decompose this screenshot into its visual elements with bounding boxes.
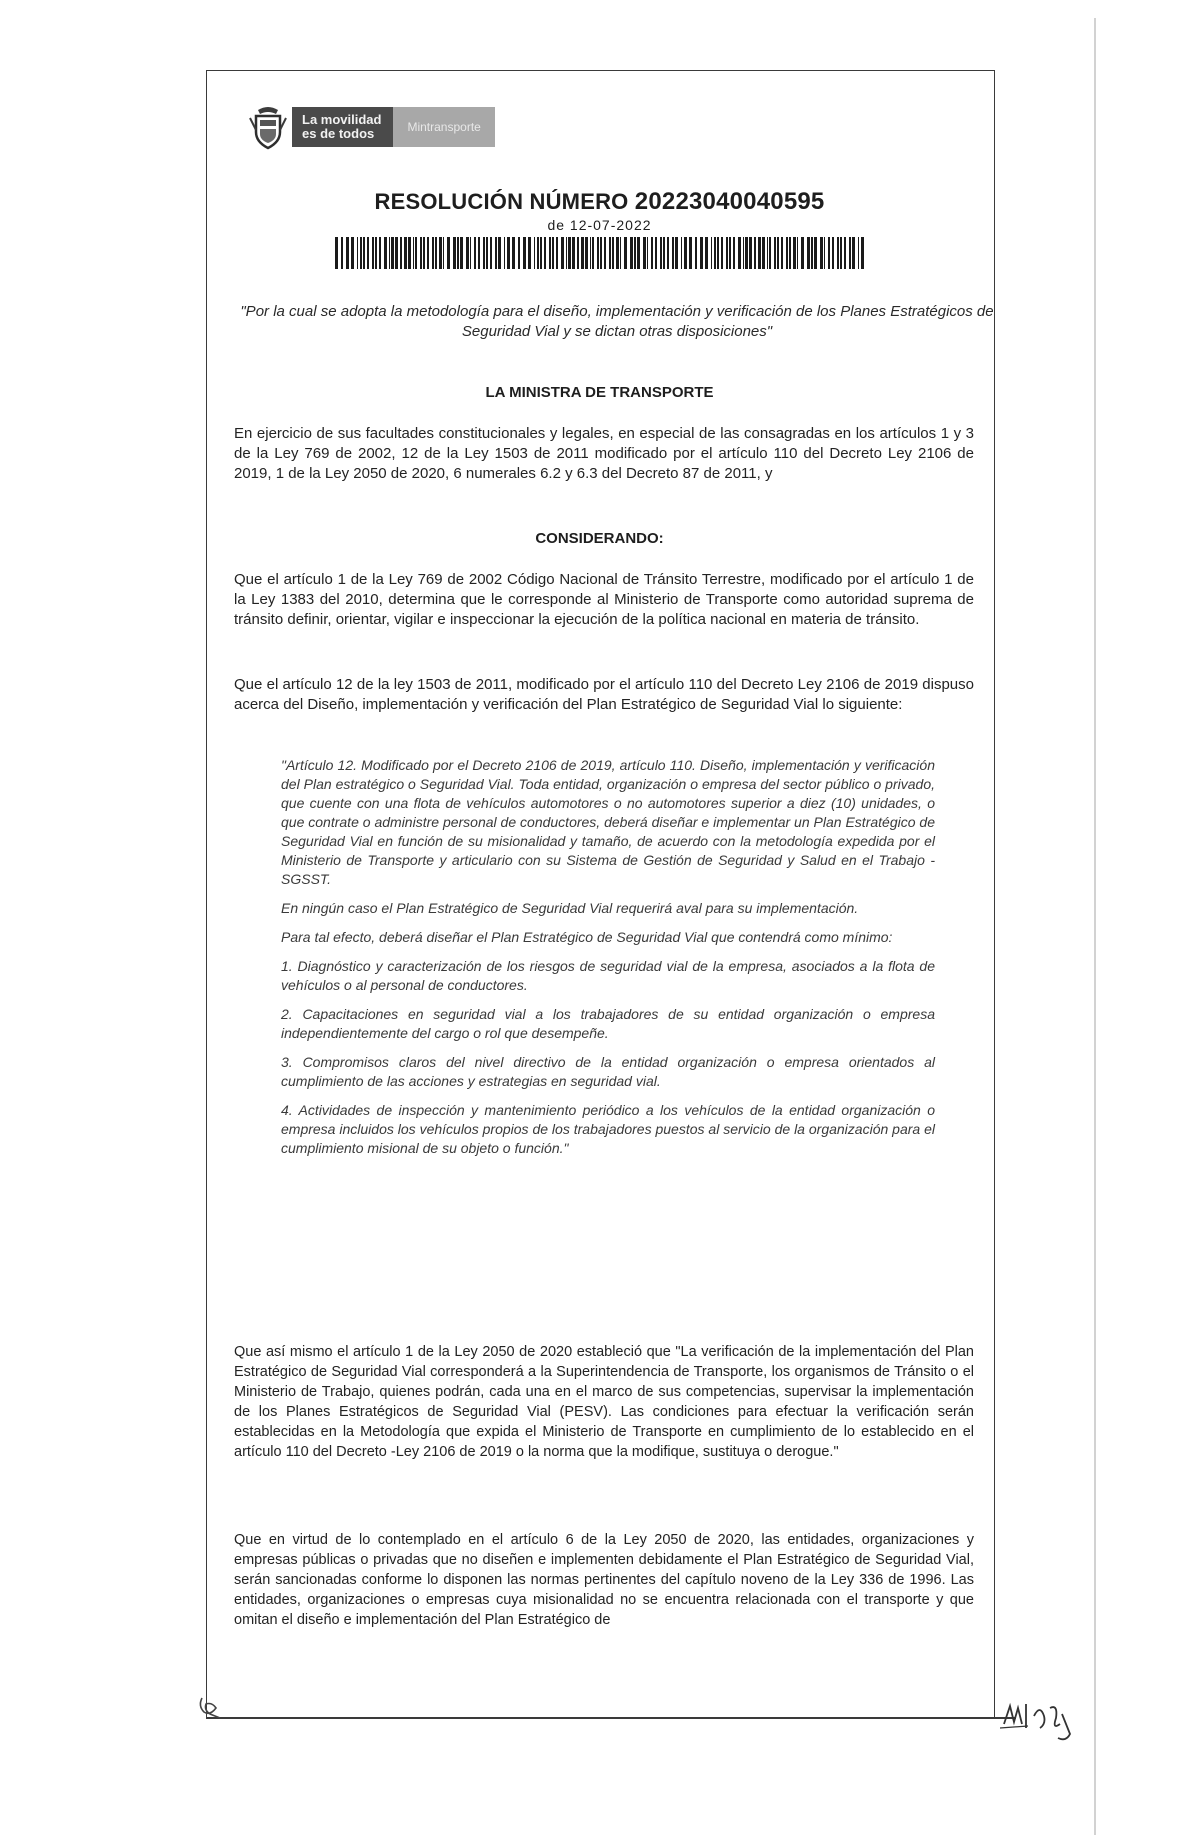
barcode-bar (372, 237, 374, 269)
barcode-bar (612, 237, 614, 269)
quote-block-1: "Artículo 12. Modificado por el Decreto 2106 de 2019, artículo 110. Diseño, implementación y verificación del Plan estratégico o Seguridad Vial. Toda entidad, organización o empresa del sector público o privado, que cuente con una flota de vehículos automotores o no automotores superior a diez (10) unidades, o que contrate o administre personal de conductores, deberá diseñar e implementar un Plan Estratégico de Seguridad Vial en función de su misionalidad y tamaño, de acuerdo con la metodología expedida por el Ministerio de Transporte y articulario con su Sistema de Gestión de Seguridad y Salud en el Trabajo -SGSST. (281, 757, 935, 887)
barcode-bar (363, 237, 365, 269)
barcode-bar (811, 237, 813, 269)
barcode-bar (814, 237, 817, 269)
barcode-bar (415, 237, 417, 269)
barcode-bar (540, 237, 542, 269)
quoted-article (281, 756, 935, 1168)
barcode-bar (729, 237, 731, 269)
authority-heading: LA MINISTRA DE TRANSPORTE (485, 384, 714, 401)
barcode-bar (660, 237, 662, 269)
barcode-bar (858, 237, 859, 269)
barcode-bar (360, 237, 362, 269)
barcode-bar (590, 237, 591, 269)
barcode-bar (443, 237, 444, 269)
bottom-rule (206, 1717, 1016, 1719)
barcode-bar (758, 237, 761, 269)
intro-paragraph: En ejercicio de sus facultades constitucionales y legales, en especial de las consagradas en los artículos 1 y 3 de la Ley 769 de 2002, 12 de la Ley 1503 de 2011 modificado por el artículo 110 del Decreto Ley 2106 de 2019, 1 de la Ley 2050 de 2020, 6 numerales 6.2 y 6.3 del Decreto 87 de 2011, y (234, 425, 974, 482)
barcode-bar (820, 237, 823, 269)
paragraph-1: Que el artículo 1 de la Ley 769 de 2002 Código Nacional de Tránsito Terrestre, modificado por el artículo 1 de la Ley 1383 del 2010, determina que le corresponde al Ministerio de Transporte como autoridad suprema de tránsito definir, orientar, vigilar e inspeccionar la ejecución de la política nacional en materia de tránsito. (234, 571, 974, 628)
barcode-bar (733, 237, 735, 269)
header-logo (248, 104, 495, 150)
ministry-banner: Mintransporte (393, 107, 494, 147)
quote-item-4: 4. Actividades de inspección y mantenimiento periódico a los vehículos de la entidad organización o empresa incluidos los vehículos propios de los trabajadores puestos al servicio de la organización para el cumplimiento misional de su objeto o función." (281, 1102, 935, 1156)
barcode-bar (341, 237, 343, 269)
barcode-bar (379, 237, 381, 269)
barcode-bar (849, 237, 851, 269)
paragraph-3: Que así mismo el artículo 1 de la Ley 2050 de 2020 estableció que "La verificación de la implementación del Plan Estratégico de Seguridad Vial corresponderá a la Superintendencia de Transporte, los organismos de Tránsito o el Ministerio de Trabajo, quienes podrán, cada una en el marco de sus competencias, supervisar la implementación de los Planes Estratégicos de Seguridad Vial (PESV). Las condiciones para efectuar la verificación serán establecidas en la Metodología que expida el Ministerio de Transporte en cumplimiento de lo establecido en el artículo 110 del Decreto -Ley 2106 de 2019 o la norma que la modifique, sustituya o derogue." (234, 1344, 974, 1460)
barcode-bar (700, 237, 703, 269)
barcode-bar (840, 237, 842, 269)
barcode-bar (777, 237, 779, 269)
barcode-bar (592, 237, 594, 269)
barcode-bar (457, 237, 459, 269)
barcode-bar (460, 237, 463, 269)
barcode-bar (357, 237, 358, 269)
barcode-bar (705, 237, 708, 269)
barcode-bar (432, 237, 434, 269)
scan-edge (1094, 18, 1096, 1835)
barcode-bar (504, 237, 505, 269)
barcode-bar (651, 237, 653, 269)
barcode-bar (774, 237, 776, 269)
quote-item-2: 2. Capacitaciones en seguridad vial a los trabajadores de su entidad organización o empresa independientemente del cargo o rol que desempeñe. (281, 1006, 935, 1041)
quote-block-2: En ningún caso el Plan Estratégico de Seguridad Vial requerirá aval para su implementación. (281, 900, 859, 916)
barcode-bar (754, 237, 756, 269)
barcode-bar (624, 237, 627, 269)
barcode-bar (335, 237, 338, 269)
barcode-bar (577, 237, 579, 269)
barcode-bar (655, 237, 657, 269)
barcode-bar (600, 237, 602, 269)
barcode-bar (585, 237, 588, 269)
barcode-bar (549, 237, 551, 269)
barcode-bar (620, 237, 621, 269)
barcode-bar (824, 237, 825, 269)
barcode-bar (375, 237, 377, 269)
resolution-number: 20223040040595 (634, 188, 825, 215)
barcode-bar (672, 237, 674, 269)
barcode-bar (828, 237, 830, 269)
initials-mark-icon (196, 1694, 226, 1720)
quote-item-3: 3. Compromisos claros del nivel directivo de la entidad organización o empresa orientados al cumplimiento de las acciones y estrategias en seguridad vial. (281, 1054, 935, 1089)
barcode-bar (861, 237, 864, 269)
barcode-bar (413, 237, 414, 269)
barcode-bar (568, 237, 571, 269)
barcode-bar (486, 237, 488, 269)
barcode-bar (512, 237, 515, 269)
barcode-bar (490, 237, 492, 269)
barcode-bar (749, 237, 752, 269)
barcode-bar (781, 237, 783, 269)
barcode-bar (346, 237, 349, 269)
barcode-bar (807, 237, 810, 269)
barcode-bar (518, 237, 520, 269)
barcode-bar (483, 237, 485, 269)
considerando-heading: CONSIDERANDO: (535, 530, 664, 547)
signature-initials-icon (1000, 1694, 1080, 1746)
barcode-bar (561, 237, 564, 269)
barcode-bar (609, 237, 611, 269)
barcode-bar (616, 237, 619, 269)
barcode-bar (384, 237, 387, 269)
barcode-bar (786, 237, 788, 269)
barcode-bar (447, 237, 450, 269)
paragraph-2: Que el artículo 12 de la ley 1503 de 2011, modificado por el artículo 110 del Decreto Ley 2106 de 2019 dispuso acerca del Diseño, implementación y verificación del Plan Estratégico de Seguridad Vial lo siguiente: (234, 676, 974, 713)
barcode-bar (717, 237, 719, 269)
barcode-bar (663, 237, 665, 269)
barcode-bar (581, 237, 584, 269)
barcode-bar (832, 237, 834, 269)
barcode-bar (404, 237, 407, 269)
barcode-bar (474, 237, 476, 269)
barcode-bar (667, 237, 669, 269)
barcode-bar (495, 237, 497, 269)
barcode-bar (408, 237, 411, 269)
paragraph-4: Que en virtud de lo contemplado en el artículo 6 de la Ley 2050 de 2020, las entidades, organizaciones y empresas públicas o privadas que no diseñen e implementen debidamente el Plan Estratégico de Seguridad Vial, serán sancionadas conforme lo disponen las normas pertinentes del capítulo noveno de la Ley 336 de 1996. Las entidades, organizaciones o empresas cuya misionalidad no se encuentra relacionada con el transporte y que omitan el diseño e implementación del Plan Estratégico de (234, 1532, 974, 1628)
barcode-bar (769, 237, 771, 269)
barcode-bar (630, 237, 633, 269)
barcode-bar (498, 237, 501, 269)
coat-of-arms-icon (248, 104, 288, 150)
resolution-title-block (206, 188, 993, 269)
barcode-bar (572, 237, 575, 269)
barcode-bar (745, 237, 748, 269)
barcode-bar (726, 237, 728, 269)
barcode-bar (523, 237, 526, 269)
barcode-bar (534, 237, 535, 269)
resolution-subtitle: "Por la cual se adopta la metodología para el diseño, implementación y verificación de los Planes Estratégicos de Seguridad Vial y se dictan otras disposiciones" (240, 303, 994, 340)
barcode-bar (797, 237, 798, 269)
barcode-bar (689, 237, 692, 269)
barcode-bar (552, 237, 554, 269)
barcode-bar (852, 237, 855, 269)
barcode-bar (721, 237, 723, 269)
barcode-bar (695, 237, 697, 269)
barcode-bar (681, 237, 682, 269)
barcode-bar (762, 237, 765, 269)
barcode-bar (420, 237, 422, 269)
barcode-bar (400, 237, 402, 269)
barcode-bar (439, 237, 442, 269)
barcode-bar (478, 237, 480, 269)
barcode-bar (743, 237, 744, 269)
resolution-date: de 12-07-2022 (547, 217, 652, 233)
barcode-bar (556, 237, 558, 269)
barcode-bar (647, 237, 648, 269)
barcode-bar (507, 237, 510, 269)
barcode-bar (837, 237, 839, 269)
barcode-bar (801, 237, 804, 269)
barcode-bar (637, 237, 640, 269)
barcode-bar (714, 237, 716, 269)
barcode-bar (389, 237, 390, 269)
slogan-line-2: es de todos (302, 126, 375, 141)
slogan-banner (292, 107, 393, 147)
resolution-title-prefix: RESOLUCIÓN NÚMERO (374, 189, 629, 214)
barcode-bar (643, 237, 646, 269)
barcode-bar (367, 237, 369, 269)
barcode-bar (793, 237, 796, 269)
slogan-line-1: La movilidad (302, 112, 382, 127)
barcode-bar (684, 237, 687, 269)
barcode-bar (767, 237, 768, 269)
quote-item-1: 1. Diagnóstico y caracterización de los riesgos de seguridad vial de la empresa, asociados a la flota de vehículos o al personal de conductores. (281, 958, 935, 993)
barcode-bar (435, 237, 437, 269)
barcode-bar (427, 237, 429, 269)
barcode-bar (634, 237, 636, 269)
barcode-bar (395, 237, 398, 269)
barcode-bar (711, 237, 712, 269)
barcode-icon (335, 237, 865, 269)
barcode-bar (528, 237, 531, 269)
resolution-title (206, 188, 993, 216)
barcode-bar (604, 237, 606, 269)
barcode-bar (738, 237, 741, 269)
barcode-bar (537, 237, 539, 269)
barcode-bar (351, 237, 354, 269)
barcode-bar (789, 237, 791, 269)
barcode-bar (844, 237, 846, 269)
barcode-bar (453, 237, 456, 269)
barcode-bar (544, 237, 546, 269)
barcode-bar (566, 237, 567, 269)
barcode-bar (675, 237, 678, 269)
barcode-bar (470, 237, 471, 269)
barcode-bar (466, 237, 469, 269)
barcode-bar (391, 237, 394, 269)
barcode-bar (423, 237, 425, 269)
barcode-bar (597, 237, 599, 269)
quote-block-3: Para tal efecto, deberá diseñar el Plan Estratégico de Seguridad Vial que contendrá como mínimo: (281, 929, 893, 945)
